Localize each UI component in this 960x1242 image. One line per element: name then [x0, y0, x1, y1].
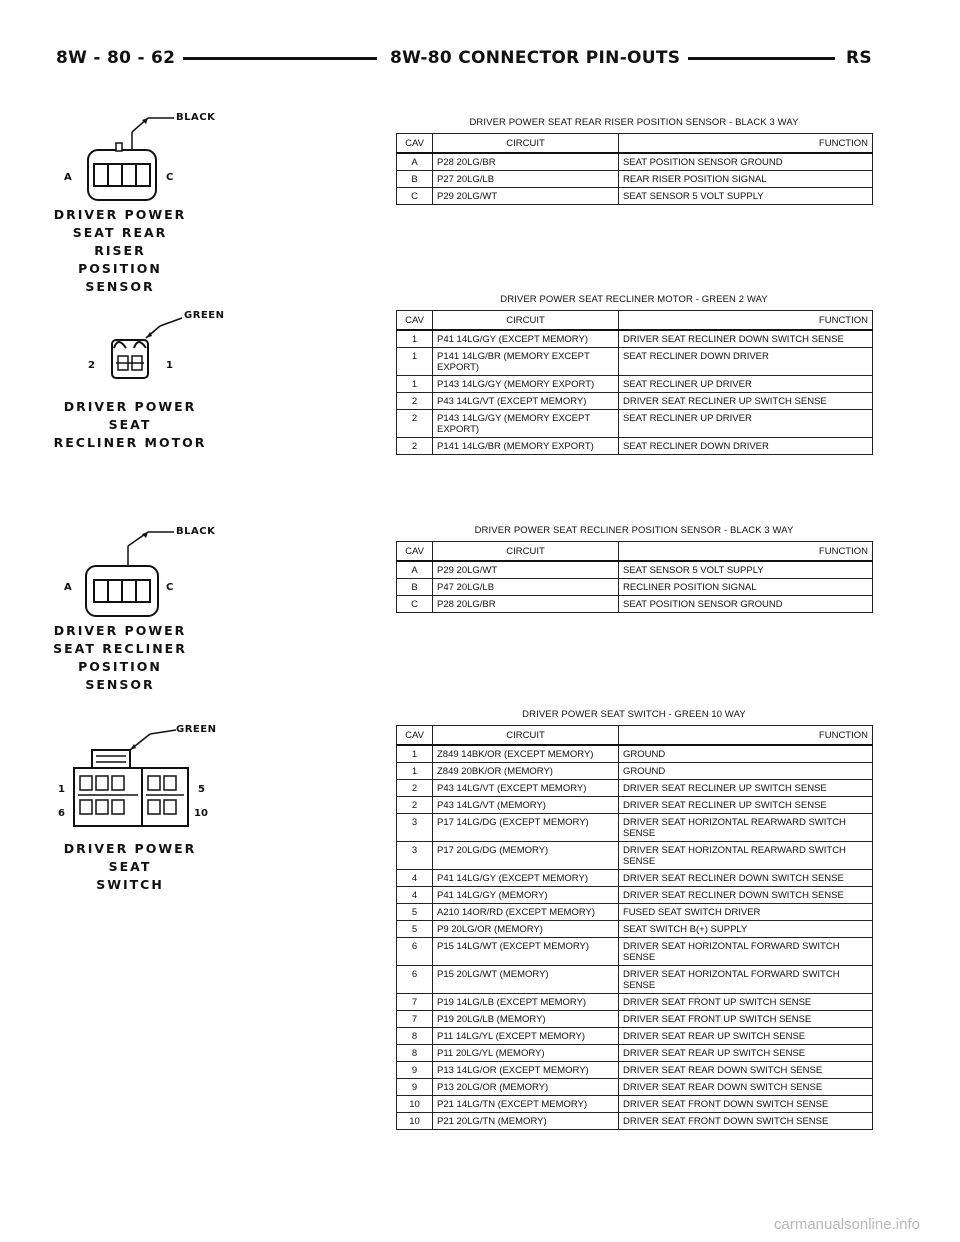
table-row — [397, 966, 873, 994]
cav-cell: 1 — [397, 763, 433, 780]
col-header-function: FUNCTION — [619, 134, 873, 154]
function-cell: SEAT RECLINER UP DRIVER — [619, 376, 873, 393]
connector-figure-seat-switch — [56, 722, 236, 892]
pinout-table — [396, 310, 873, 455]
table-row — [397, 171, 873, 188]
cav-cell: 9 — [397, 1062, 433, 1079]
cav-cell: 6 — [397, 938, 433, 966]
cav-cell: A — [397, 561, 433, 579]
table-row — [397, 1079, 873, 1096]
function-cell: DRIVER SEAT FRONT UP SWITCH SENSE — [619, 994, 873, 1011]
col-header-function: FUNCTION — [619, 542, 873, 562]
table-row — [397, 596, 873, 613]
table-row — [397, 842, 873, 870]
function-cell: GROUND — [619, 745, 873, 763]
table-row — [397, 904, 873, 921]
circuit-cell: P13 14LG/OR (EXCEPT MEMORY) — [433, 1062, 619, 1079]
function-cell: DRIVER SEAT REAR DOWN SWITCH SENSE — [619, 1062, 873, 1079]
cav-cell: C — [397, 596, 433, 613]
function-cell: RECLINER POSITION SIGNAL — [619, 579, 873, 596]
cav-cell: 7 — [397, 1011, 433, 1028]
table-row — [397, 938, 873, 966]
table-row — [397, 780, 873, 797]
table-row — [397, 763, 873, 780]
function-cell: DRIVER SEAT REAR UP SWITCH SENSE — [619, 1028, 873, 1045]
cav-cell: 1 — [397, 376, 433, 393]
cav-cell: 2 — [397, 797, 433, 814]
pin-label-a: A — [64, 582, 72, 593]
function-cell: SEAT SWITCH B(+) SUPPLY — [619, 921, 873, 938]
table-row — [397, 330, 873, 348]
connector-figure-recliner-sensor — [53, 522, 236, 692]
function-cell: DRIVER SEAT RECLINER UP SWITCH SENSE — [619, 393, 873, 410]
cav-cell: 4 — [397, 870, 433, 887]
table-row — [397, 1113, 873, 1130]
circuit-cell: P11 20LG/YL (MEMORY) — [433, 1045, 619, 1062]
table-title: DRIVER POWER SEAT REAR RISER POSITION SENSOR - BLACK 3 WAY — [469, 117, 799, 128]
connector-color-label: GREEN — [184, 310, 225, 321]
table-row — [397, 1096, 873, 1113]
table-row — [397, 994, 873, 1011]
function-cell: SEAT SENSOR 5 VOLT SUPPLY — [619, 561, 873, 579]
table-row — [397, 561, 873, 579]
circuit-cell: P43 14LG/VT (EXCEPT MEMORY) — [433, 393, 619, 410]
circuit-cell: P141 14LG/BR (MEMORY EXCEPT EXPORT) — [433, 348, 619, 376]
table-row — [397, 1062, 873, 1079]
function-cell: DRIVER SEAT HORIZONTAL FORWARD SWITCH SENSE — [619, 938, 873, 966]
function-cell: DRIVER SEAT RECLINER DOWN SWITCH SENSE — [619, 330, 873, 348]
header-rule-left — [172, 57, 377, 60]
circuit-cell: P43 14LG/VT (MEMORY) — [433, 797, 619, 814]
table-row — [397, 376, 873, 393]
function-cell: SEAT RECLINER DOWN DRIVER — [619, 348, 873, 376]
table-row — [397, 797, 873, 814]
table-row — [397, 814, 873, 842]
col-header-circuit: CIRCUIT — [433, 726, 619, 746]
pin-label-1: 1 — [166, 360, 173, 371]
col-header-circuit: CIRCUIT — [433, 542, 619, 562]
table-row — [397, 1045, 873, 1062]
model-code: RS — [838, 48, 880, 68]
col-header-circuit: CIRCUIT — [433, 311, 619, 331]
col-header-function: FUNCTION — [619, 726, 873, 746]
connector-figure-caption: DRIVER POWER SEAT RECLINER POSITION SENSOR — [53, 623, 187, 692]
cav-cell: C — [397, 188, 433, 205]
circuit-cell: P27 20LG/LB — [433, 171, 619, 188]
function-cell: DRIVER SEAT FRONT UP SWITCH SENSE — [619, 1011, 873, 1028]
circuit-cell: P15 20LG/WT (MEMORY) — [433, 966, 619, 994]
cav-cell: 8 — [397, 1028, 433, 1045]
function-cell: SEAT SENSOR 5 VOLT SUPPLY — [619, 188, 873, 205]
page-number: 8W - 80 - 62 — [48, 48, 183, 68]
cav-cell: 9 — [397, 1079, 433, 1096]
circuit-cell: P29 20LG/WT — [433, 561, 619, 579]
col-header-cav: CAV — [397, 726, 433, 746]
function-cell: DRIVER SEAT HORIZONTAL REARWARD SWITCH SENSE — [619, 814, 873, 842]
function-cell: DRIVER SEAT RECLINER UP SWITCH SENSE — [619, 797, 873, 814]
cav-cell: 2 — [397, 438, 433, 455]
cav-cell: 5 — [397, 921, 433, 938]
circuit-cell: P21 14LG/TN (EXCEPT MEMORY) — [433, 1096, 619, 1113]
table-row — [397, 153, 873, 171]
table-title: DRIVER POWER SEAT SWITCH - GREEN 10 WAY — [522, 709, 746, 720]
function-cell: SEAT POSITION SENSOR GROUND — [619, 596, 873, 613]
connector-color-label: BLACK — [176, 526, 216, 537]
col-header-cav: CAV — [397, 311, 433, 331]
cav-cell: 2 — [397, 393, 433, 410]
cav-cell: 6 — [397, 966, 433, 994]
pin-label-10: 10 — [194, 808, 208, 819]
circuit-cell: A210 14OR/RD (EXCEPT MEMORY) — [433, 904, 619, 921]
connector-figure-caption: DRIVER POWER SEAT SWITCH — [63, 841, 197, 892]
table-row — [397, 438, 873, 455]
table-row — [397, 579, 873, 596]
pin-label-2: 2 — [88, 360, 95, 371]
cav-cell: 2 — [397, 780, 433, 797]
cav-cell: B — [397, 579, 433, 596]
circuit-cell: P21 20LG/TN (MEMORY) — [433, 1113, 619, 1130]
cav-cell: 3 — [397, 842, 433, 870]
circuit-cell: P143 14LG/GY (MEMORY EXCEPT EXPORT) — [433, 410, 619, 438]
table-row — [397, 188, 873, 205]
function-cell: DRIVER SEAT RECLINER DOWN SWITCH SENSE — [619, 887, 873, 904]
function-cell: REAR RISER POSITION SIGNAL — [619, 171, 873, 188]
function-cell: DRIVER SEAT FRONT DOWN SWITCH SENSE — [619, 1113, 873, 1130]
circuit-cell: P47 20LG/LB — [433, 579, 619, 596]
circuit-cell: P17 20LG/DG (MEMORY) — [433, 842, 619, 870]
col-header-cav: CAV — [397, 134, 433, 154]
table-row — [397, 1028, 873, 1045]
circuit-cell: P13 20LG/OR (MEMORY) — [433, 1079, 619, 1096]
pinout-table — [396, 725, 873, 1130]
circuit-cell: P15 14LG/WT (EXCEPT MEMORY) — [433, 938, 619, 966]
circuit-cell: P19 20LG/LB (MEMORY) — [433, 1011, 619, 1028]
function-cell: DRIVER SEAT REAR UP SWITCH SENSE — [619, 1045, 873, 1062]
function-cell: DRIVER SEAT RECLINER UP SWITCH SENSE — [619, 780, 873, 797]
function-cell: FUSED SEAT SWITCH DRIVER — [619, 904, 873, 921]
table-row — [397, 1011, 873, 1028]
page-header — [0, 44, 960, 74]
circuit-cell: P9 20LG/OR (MEMORY) — [433, 921, 619, 938]
circuit-cell: P41 14LG/GY (MEMORY) — [433, 887, 619, 904]
cav-cell: 4 — [397, 887, 433, 904]
circuit-cell: P28 20LG/BR — [433, 153, 619, 171]
col-header-circuit: CIRCUIT — [433, 134, 619, 154]
circuit-cell: Z849 20BK/OR (MEMORY) — [433, 763, 619, 780]
table-row — [397, 348, 873, 376]
pinout-table — [396, 541, 873, 613]
circuit-cell: P43 14LG/VT (EXCEPT MEMORY) — [433, 780, 619, 797]
connector-figure-caption: DRIVER POWER SEAT REAR RISER POSITION SENSOR — [53, 207, 187, 294]
circuit-cell: P11 14LG/YL (EXCEPT MEMORY) — [433, 1028, 619, 1045]
cav-cell: 10 — [397, 1096, 433, 1113]
cav-cell: 1 — [397, 745, 433, 763]
function-cell: DRIVER SEAT RECLINER DOWN SWITCH SENSE — [619, 870, 873, 887]
connector-color-label: BLACK — [176, 112, 216, 123]
table-row — [397, 745, 873, 763]
function-cell: SEAT RECLINER UP DRIVER — [619, 410, 873, 438]
function-cell: DRIVER SEAT HORIZONTAL REARWARD SWITCH SENSE — [619, 842, 873, 870]
circuit-cell: P143 14LG/GY (MEMORY EXPORT) — [433, 376, 619, 393]
function-cell: DRIVER SEAT HORIZONTAL FORWARD SWITCH SENSE — [619, 966, 873, 994]
table-row — [397, 393, 873, 410]
cav-cell: 1 — [397, 330, 433, 348]
connector-figure-recliner-motor — [53, 308, 236, 450]
circuit-cell: P41 14LG/GY (EXCEPT MEMORY) — [433, 330, 619, 348]
function-cell: DRIVER SEAT REAR DOWN SWITCH SENSE — [619, 1079, 873, 1096]
pin-label-1: 1 — [58, 784, 65, 795]
circuit-cell: P28 20LG/BR — [433, 596, 619, 613]
table-row — [397, 921, 873, 938]
pin-label-5: 5 — [198, 784, 205, 795]
connector-color-label: GREEN — [176, 724, 217, 735]
cav-cell: 2 — [397, 410, 433, 438]
cav-cell: B — [397, 171, 433, 188]
page-title: 8W-80 CONNECTOR PIN-OUTS — [382, 48, 688, 68]
pin-label-a: A — [64, 172, 72, 183]
function-cell: SEAT RECLINER DOWN DRIVER — [619, 438, 873, 455]
pin-label-6: 6 — [58, 808, 65, 819]
connector-10way-icon — [56, 722, 236, 832]
col-header-function: FUNCTION — [619, 311, 873, 331]
cav-cell: 7 — [397, 994, 433, 1011]
connector-3way-icon — [56, 522, 236, 622]
connector-figure-caption: DRIVER POWER SEAT RECLINER MOTOR — [53, 399, 207, 450]
cav-cell: 10 — [397, 1113, 433, 1130]
cav-cell: 5 — [397, 904, 433, 921]
table-row — [397, 887, 873, 904]
function-cell: GROUND — [619, 763, 873, 780]
table-row — [397, 870, 873, 887]
function-cell: DRIVER SEAT FRONT DOWN SWITCH SENSE — [619, 1096, 873, 1113]
table-title: DRIVER POWER SEAT RECLINER MOTOR - GREEN 2 WAY — [500, 294, 768, 305]
table-title: DRIVER POWER SEAT RECLINER POSITION SENSOR - BLACK 3 WAY — [474, 525, 794, 536]
cav-cell: A — [397, 153, 433, 171]
pin-label-c: C — [166, 172, 174, 183]
table-row — [397, 410, 873, 438]
circuit-cell: P41 14LG/GY (EXCEPT MEMORY) — [433, 870, 619, 887]
circuit-cell: P17 14LG/DG (EXCEPT MEMORY) — [433, 814, 619, 842]
cav-cell: 8 — [397, 1045, 433, 1062]
circuit-cell: Z849 14BK/OR (EXCEPT MEMORY) — [433, 745, 619, 763]
connector-figure-rear-riser — [53, 110, 236, 294]
pinout-table — [396, 133, 873, 205]
connector-3way-icon — [56, 110, 236, 210]
circuit-cell: P141 14LG/BR (MEMORY EXPORT) — [433, 438, 619, 455]
pin-label-c: C — [166, 582, 174, 593]
col-header-cav: CAV — [397, 542, 433, 562]
cav-cell: 3 — [397, 814, 433, 842]
circuit-cell: P19 14LG/LB (EXCEPT MEMORY) — [433, 994, 619, 1011]
circuit-cell: P29 20LG/WT — [433, 188, 619, 205]
cav-cell: 1 — [397, 348, 433, 376]
watermark: carmanualsonline.info — [774, 1216, 920, 1233]
function-cell: SEAT POSITION SENSOR GROUND — [619, 153, 873, 171]
